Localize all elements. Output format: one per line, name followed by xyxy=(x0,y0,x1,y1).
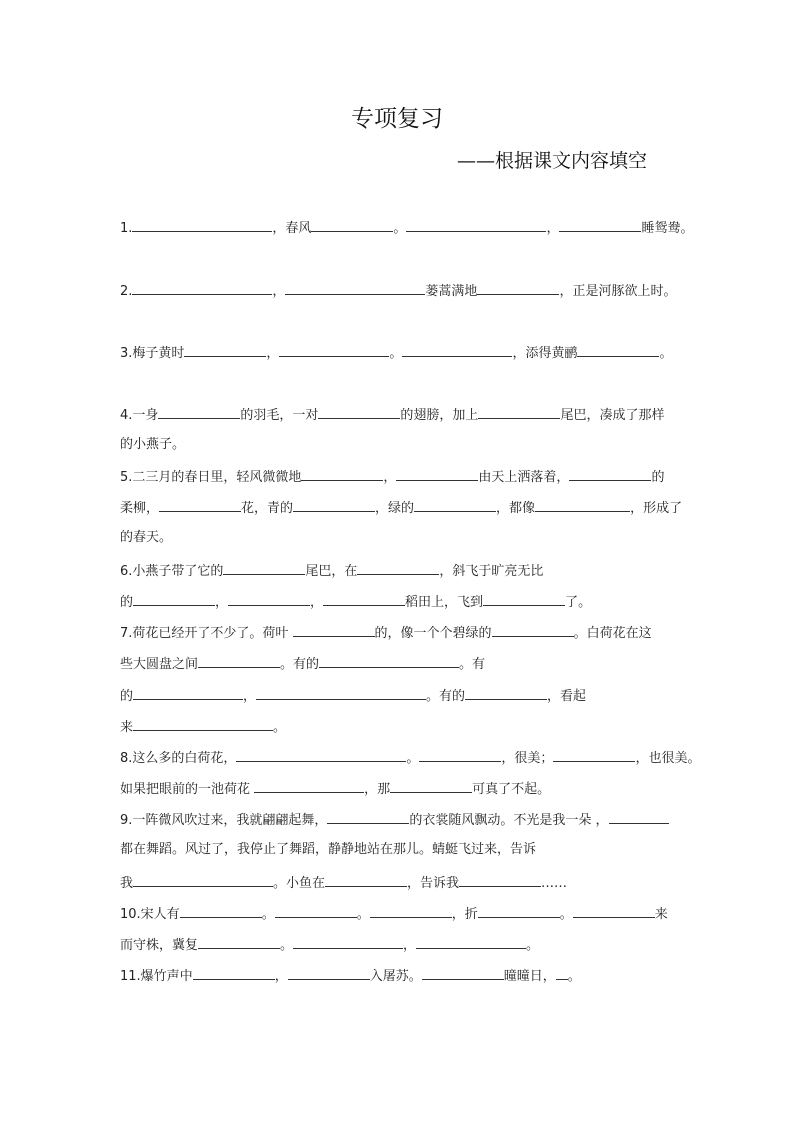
answer-blank[interactable] xyxy=(293,935,403,949)
answer-blank[interactable] xyxy=(492,623,574,637)
answer-blank[interactable] xyxy=(370,904,452,918)
answer-blank[interactable] xyxy=(422,966,504,980)
answer-blank[interactable] xyxy=(279,343,389,357)
question-text: ，也很美。 xyxy=(635,751,701,766)
question-text: 。有 xyxy=(459,657,486,672)
question-text: 的 xyxy=(651,470,665,485)
answer-blank[interactable] xyxy=(293,498,375,512)
answer-blank[interactable] xyxy=(559,218,641,232)
question-text: ， xyxy=(272,284,286,299)
answer-blank[interactable] xyxy=(478,405,560,419)
answer-blank[interactable] xyxy=(414,498,496,512)
answer-blank[interactable] xyxy=(180,904,262,918)
answer-blank[interactable] xyxy=(198,935,280,949)
question-line xyxy=(120,779,680,799)
question-text: 都在舞蹈。风过了，我停止了舞蹈，静静地站在那儿。蜻蜓飞过来，告诉 xyxy=(120,842,537,857)
answer-blank[interactable] xyxy=(573,904,655,918)
question-text: ，添得黄鹂 xyxy=(512,346,578,361)
answer-blank[interactable] xyxy=(459,873,541,887)
question-text: 10.宋人有 xyxy=(120,907,180,922)
answer-blank[interactable] xyxy=(133,717,273,731)
question-text: 。 xyxy=(261,907,275,922)
question-text: 。 xyxy=(567,969,581,984)
page-title: 专项复习 xyxy=(351,106,443,132)
answer-blank[interactable] xyxy=(288,966,370,980)
question-line xyxy=(120,529,680,547)
question-text: ，很美； xyxy=(501,751,554,766)
answer-blank[interactable] xyxy=(318,405,400,419)
answer-blank[interactable] xyxy=(132,281,272,295)
question-text: 的羽毛，一对 xyxy=(240,408,319,423)
question-line xyxy=(120,436,680,454)
answer-blank[interactable] xyxy=(319,654,459,668)
answer-blank[interactable] xyxy=(223,561,305,575)
question-text: 来 xyxy=(654,907,668,922)
answer-blank[interactable] xyxy=(465,686,547,700)
answer-blank[interactable] xyxy=(133,873,273,887)
answer-blank[interactable] xyxy=(198,654,280,668)
answer-blank[interactable] xyxy=(478,904,560,918)
question-text: 由天上洒落着， xyxy=(478,470,570,485)
answer-blank[interactable] xyxy=(577,343,659,357)
question-text: 些大圆盘之间 xyxy=(120,657,199,672)
answer-blank[interactable] xyxy=(419,748,501,762)
answer-blank[interactable] xyxy=(477,281,559,295)
question-line xyxy=(120,218,694,238)
answer-blank[interactable] xyxy=(159,498,241,512)
question-line xyxy=(120,343,680,363)
question-line xyxy=(120,717,680,737)
question-text: 柔柳， xyxy=(120,501,160,516)
question-text: 的衣裳随风飘动。不光是我一朵 ， xyxy=(409,813,609,828)
question-text: 7.荷花已经开了不少了。荷叶 xyxy=(120,626,293,641)
question-text: 。小鱼在 xyxy=(273,876,326,891)
answer-blank[interactable] xyxy=(609,810,669,824)
answer-blank[interactable] xyxy=(193,966,275,980)
question-text: ， xyxy=(403,938,417,953)
question-line xyxy=(120,966,680,986)
question-line xyxy=(120,405,680,425)
question-text: ，都像 xyxy=(496,501,536,516)
question-text: 的春天。 xyxy=(120,530,173,545)
question-line xyxy=(120,904,680,924)
answer-blank[interactable] xyxy=(402,343,512,357)
question-line xyxy=(120,841,680,859)
question-text: ，那 xyxy=(364,782,391,797)
question-line xyxy=(120,281,680,301)
answer-blank[interactable] xyxy=(535,498,630,512)
question-text: 的小燕子。 xyxy=(120,437,186,452)
question-line xyxy=(120,623,680,643)
question-text: 11.爆竹声中 xyxy=(120,969,193,984)
question-line xyxy=(120,467,680,487)
question-text: 6.小燕子带了它的 xyxy=(120,564,224,579)
answer-blank[interactable] xyxy=(390,779,472,793)
question-line xyxy=(120,561,680,581)
answer-blank[interactable] xyxy=(236,748,406,762)
answer-blank[interactable] xyxy=(396,467,478,481)
answer-blank[interactable] xyxy=(483,592,565,606)
answer-blank[interactable] xyxy=(569,467,651,481)
question-text: 入屠苏。 xyxy=(369,969,422,984)
question-text: ， xyxy=(215,595,229,610)
question-text: 可真了不起。 xyxy=(472,782,551,797)
question-text: ， xyxy=(243,689,257,704)
question-text: 。 xyxy=(280,938,294,953)
question-text: 。有的 xyxy=(280,657,320,672)
question-text: 稻田上，飞到 xyxy=(405,595,484,610)
answer-blank[interactable] xyxy=(256,686,426,700)
question-text: ， xyxy=(546,221,560,236)
question-text: 的 xyxy=(120,595,134,610)
question-text: 我 xyxy=(120,876,134,891)
question-text: 。 xyxy=(273,720,287,735)
question-text: ， xyxy=(274,969,288,984)
question-text: ，告诉我 xyxy=(407,876,460,891)
page-subtitle: ——根据课文内容填空 xyxy=(457,150,648,172)
answer-blank[interactable] xyxy=(158,405,240,419)
answer-blank[interactable] xyxy=(301,467,383,481)
answer-blank[interactable] xyxy=(285,281,425,295)
question-text: 8.这么多的白荷花， xyxy=(120,751,237,766)
question-text: 。 xyxy=(389,346,403,361)
question-text: 尾巴，凑成了那样 xyxy=(560,408,665,423)
question-text: 4.一身 xyxy=(120,408,159,423)
question-text: ，正是河豚欲上时。 xyxy=(559,284,677,299)
question-text: ，斜飞于旷亮无比 xyxy=(439,564,544,579)
question-line xyxy=(120,686,680,706)
question-text: ， xyxy=(266,346,280,361)
question-text: ， xyxy=(310,595,324,610)
question-text: 如果把眼前的一池荷花 xyxy=(120,782,255,797)
question-text: 2. xyxy=(120,284,133,299)
question-text: 的 xyxy=(120,689,134,704)
answer-blank[interactable] xyxy=(133,686,243,700)
question-text: 。 xyxy=(526,938,540,953)
answer-blank[interactable] xyxy=(416,935,526,949)
question-line xyxy=(120,935,680,955)
answer-blank[interactable] xyxy=(327,810,409,824)
question-text: ，形成了 xyxy=(630,501,683,516)
answer-blank[interactable] xyxy=(133,592,215,606)
question-text: ，绿的 xyxy=(375,501,415,516)
question-text: ，春风 xyxy=(272,221,312,236)
answer-blank[interactable] xyxy=(184,343,266,357)
answer-blank[interactable] xyxy=(553,748,635,762)
question-text: 而守株，冀复 xyxy=(120,938,199,953)
question-text: 来 xyxy=(120,720,134,735)
answer-blank[interactable] xyxy=(311,218,393,232)
answer-blank[interactable] xyxy=(228,592,310,606)
question-text: ，折 xyxy=(451,907,478,922)
question-text: 。 xyxy=(406,751,420,766)
answer-blank[interactable] xyxy=(323,592,405,606)
question-text: 。 xyxy=(659,346,673,361)
question-text: 。有的 xyxy=(426,689,466,704)
answer-blank[interactable] xyxy=(406,218,546,232)
question-text: 的，像一个个碧绿的 xyxy=(374,626,492,641)
answer-blank[interactable] xyxy=(556,966,568,980)
answer-blank[interactable] xyxy=(132,218,272,232)
question-text: ，看起 xyxy=(547,689,587,704)
question-text: 。白荷花在这 xyxy=(573,626,652,641)
question-line xyxy=(120,592,680,612)
question-line xyxy=(120,498,683,518)
answer-blank[interactable] xyxy=(275,904,357,918)
question-text: 。 xyxy=(356,907,370,922)
question-line xyxy=(120,810,680,830)
question-line xyxy=(120,748,701,768)
question-line xyxy=(120,873,680,893)
question-text: …… xyxy=(541,876,568,891)
question-text: 1. xyxy=(120,221,133,236)
question-text: 曈曈日， xyxy=(503,969,556,984)
answer-blank[interactable] xyxy=(357,561,439,575)
question-line xyxy=(120,654,680,674)
question-text: 花，青的 xyxy=(241,501,294,516)
question-text: 蒌蒿满地 xyxy=(425,284,478,299)
question-text: ， xyxy=(383,470,397,485)
question-text: 9.一阵微风吹过来，我就翩翩起舞， xyxy=(120,813,328,828)
question-text: 3.梅子黄时 xyxy=(120,346,185,361)
answer-blank[interactable] xyxy=(325,873,407,887)
question-text: 5.二三月的春日里，轻风微微地 xyxy=(120,470,302,485)
question-text: 了。 xyxy=(565,595,592,610)
answer-blank[interactable] xyxy=(254,779,364,793)
question-text: 。 xyxy=(393,221,407,236)
answer-blank[interactable] xyxy=(293,623,375,637)
question-text: 的翅膀，加上 xyxy=(400,408,479,423)
question-text: 尾巴，在 xyxy=(305,564,358,579)
question-text: 。 xyxy=(559,907,573,922)
question-text: 睡鸳鸯。 xyxy=(641,221,694,236)
